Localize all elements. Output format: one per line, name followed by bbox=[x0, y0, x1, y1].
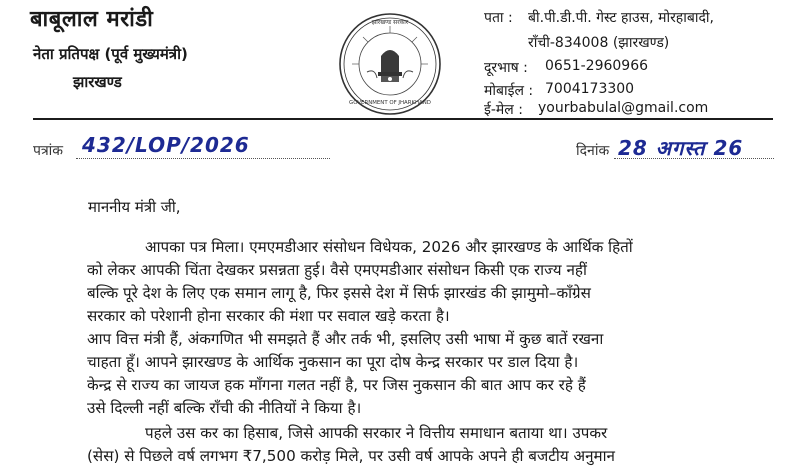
body-line: पहले उस कर का हिसाब, जिसे आपकी सरकार ने वित्तीय समाधान बताया था। उपकर bbox=[145, 424, 608, 442]
seal-top-text: झारखण्ड सरकार bbox=[371, 19, 409, 26]
email-label: ई-मेल : bbox=[484, 102, 523, 118]
body-line: सरकार को परेशानी होना सरकार की मंशा पर सवाल खड़े करता है। bbox=[87, 307, 450, 325]
government-seal-logo bbox=[337, 12, 443, 116]
mobile-label: मोबाईल : bbox=[484, 83, 534, 99]
reference-dotted-line bbox=[76, 158, 330, 159]
body-line: चाहता हूँ। आपने झारखण्ड के आर्थिक नुकसान का पूरा दोष केन्द्र सरकार पर डाल दिया है। bbox=[87, 353, 579, 371]
address-line-2: राँची-834008 (झारखण्ड) bbox=[528, 35, 670, 51]
email-address: yourbabulal@gmail.com bbox=[538, 100, 709, 116]
body-line: को लेकर आपकी चिंता देखकर प्रसन्नता हुई। वैसे एमएमडीआर संसोधन किसी एक राज्य नहीं bbox=[87, 261, 587, 279]
sender-designation: नेता प्रतिपक्ष (पूर्व मुख्यमंत्री) bbox=[33, 45, 188, 63]
body-line: बल्कि पूरे देश के लिए एक समान लागू है, फिर इससे देश में सिर्फ झारखंड की झामुमो–कॉंग्रेस bbox=[87, 284, 591, 302]
address-line-1: बी.पी.डी.पी. गेस्ट हाउस, मोरहाबादी, bbox=[528, 10, 714, 26]
sender-name: बाबूलाल मरांडी bbox=[30, 7, 154, 32]
address-label: पता : bbox=[484, 10, 513, 26]
date-label: दिनांक bbox=[576, 143, 610, 159]
body-line: आपका पत्र मिला। एमएमडीआर संसोधन विधेयक, 2026 और झारखण्ड के आर्थिक हितों bbox=[145, 238, 633, 256]
salutation: माननीय मंत्री जी, bbox=[88, 198, 181, 216]
phone-number: 0651-2960966 bbox=[545, 58, 649, 74]
letterhead-divider bbox=[33, 118, 773, 120]
body-line: (सेस) से पिछले वर्ष लगभग ₹7,500 करोड़ मिले, पर उसी वर्ष आपके अपने ही बजटीय अनुमान bbox=[87, 447, 615, 465]
phone-label: दूरभाष : bbox=[484, 60, 528, 76]
seal-bottom-text: GOVERNMENT OF JHARKHAND bbox=[349, 100, 431, 106]
body-line: आप वित्त मंत्री हैं, अंकगणित भी समझते हैं और तर्क भी, इसलिए उसी भाषा में कुछ बातें रखना bbox=[87, 330, 604, 348]
date-handwritten: 28 अगस्त 26 bbox=[618, 136, 744, 160]
mobile-number: 7004173300 bbox=[545, 81, 635, 97]
reference-label: पत्रांक bbox=[33, 143, 64, 159]
sender-state: झारखण्ड bbox=[73, 73, 122, 91]
body-line: उसे दिल्ली नहीं बल्कि रॉंची की नीतियों ने किया है। bbox=[87, 399, 362, 417]
body-line: केन्द्र से राज्य का जायज हक मॉंगना गलत नहीं है, पर जिस नुकसान की बात आप कर रहे हैं bbox=[87, 376, 586, 394]
reference-number-handwritten: 432/LOP/2026 bbox=[82, 133, 250, 157]
